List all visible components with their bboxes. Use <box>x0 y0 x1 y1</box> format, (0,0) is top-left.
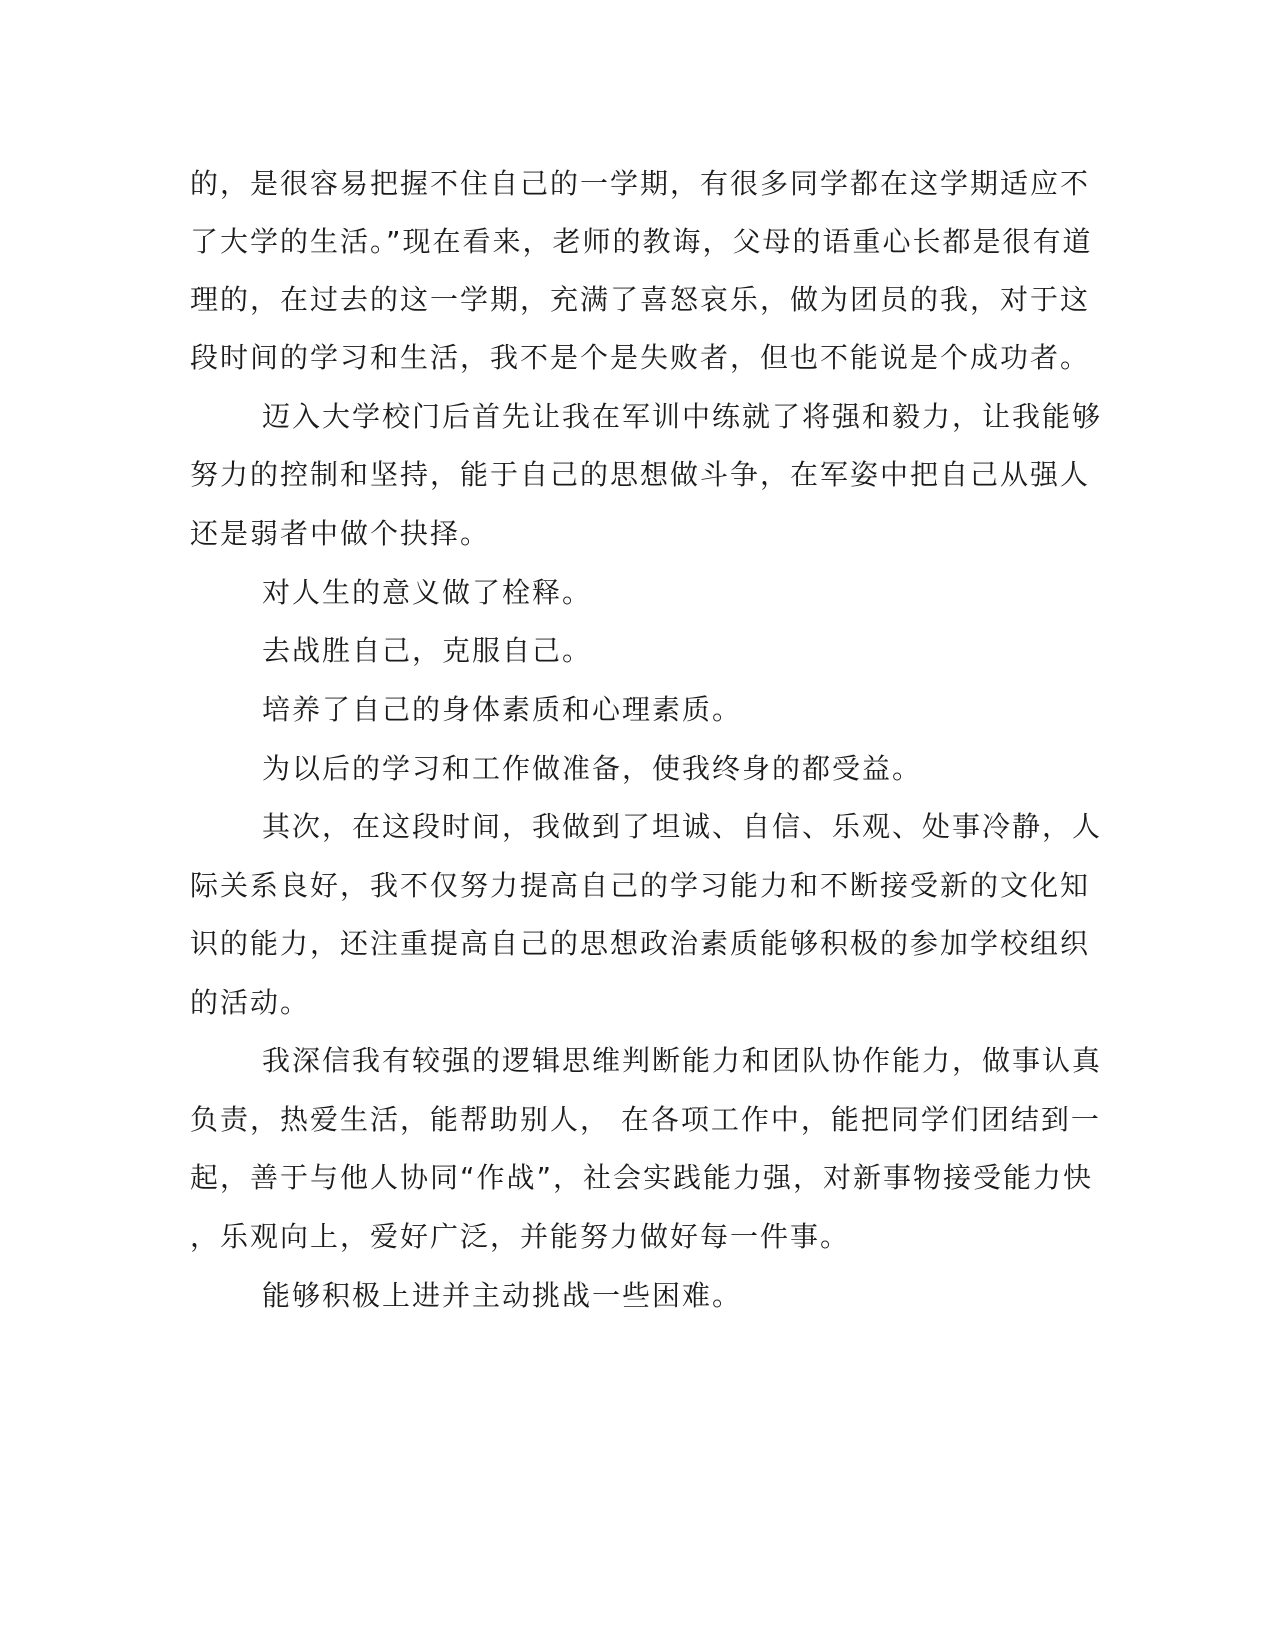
text-line: 识的能力，还注重提高自己的思想政治素质能够积极的参加学校组织 <box>190 927 1091 960</box>
text-line: 的活动。 <box>190 986 311 1019</box>
text-line: 际关系良好，我不仅努力提高自己的学习能力和不断接受新的文化知 <box>190 869 1091 902</box>
text-line: 的，是很容易把握不住自己的一学期，有很多同学都在这学期适应不 <box>190 167 1091 200</box>
text-line: 负责，热爱生活，能帮助别人， 在各项工作中，能把同学们团结到一 <box>190 1103 1101 1136</box>
text-line: 其次，在这段时间，我做到了坦诚、自信、乐观、处事冷静，人 <box>262 810 1103 843</box>
text-line: 起，善于与他人协同“作战”，社会实践能力强，对新事物接受能力快 <box>190 1161 1094 1194</box>
text-line: 迈入大学校门后首先让我在军训中练就了将强和毅力，让我能够 <box>262 400 1103 433</box>
text-line: 能够积极上进并主动挑战一些困难。 <box>262 1279 743 1312</box>
text-line: 段时间的学习和生活，我不是个是失败者，但也不能说是个成功者。 <box>190 341 1091 374</box>
text-line: 还是弱者中做个抉择。 <box>190 517 491 550</box>
text-line: 了大学的生活。”现在看来，老师的教诲，父母的语重心长都是很有道 <box>190 225 1093 258</box>
text-line: 去战胜自己，克服自己。 <box>262 634 593 667</box>
text-line: 为以后的学习和工作做准备，使我终身的都受益。 <box>262 752 923 785</box>
text-line: 我深信我有较强的逻辑思维判断能力和团队协作能力，做事认真 <box>262 1044 1103 1077</box>
text-line: 理的，在过去的这一学期，充满了喜怒哀乐，做为团员的我，对于这 <box>190 283 1091 316</box>
text-line: 对人生的意义做了栓释。 <box>262 576 593 609</box>
text-line: 培养了自己的身体素质和心理素质。 <box>262 693 743 726</box>
text-line: ，乐观向上，爱好广泛，并能努力做好每一件事。 <box>190 1220 851 1253</box>
text-line: 努力的控制和坚持，能于自己的思想做斗争，在军姿中把自己从强人 <box>190 458 1091 491</box>
